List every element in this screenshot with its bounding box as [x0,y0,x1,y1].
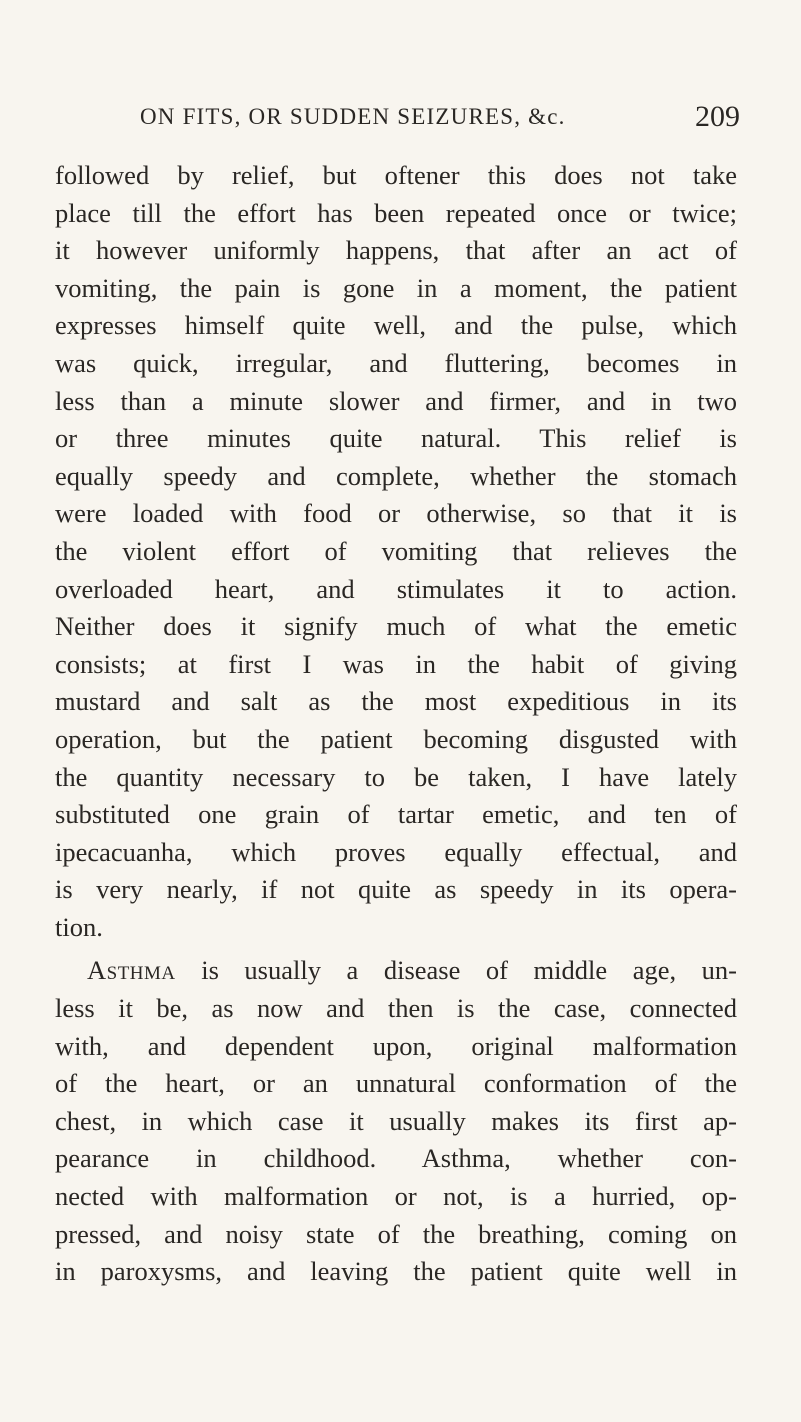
text-line: operation, but the patient becoming disgusted with [55,723,737,754]
text-line: followed by relief, but oftener this does not take [55,160,737,190]
text-line: pearance in childhood. Asthma, whether con- [55,1143,737,1174]
text-line: consists; at first I was in the habit of giving [55,648,737,679]
text-line: vomiting, the pain is gone in a moment, the patient [55,272,737,303]
text-line: place till the effort has been repeated once or twice; [55,197,737,228]
page-number: 209 [695,100,740,133]
text-line: mustard and salt as the most expeditious in its [55,686,737,717]
text-line: nected with malformation or not, is a hurried, op- [55,1181,737,1212]
text-line: with, and dependent upon, original malformation [55,1030,737,1061]
text-line [55,952,737,990]
text-line: the quantity necessary to be taken, I have lately [55,761,737,792]
text-line: tion. [55,911,103,942]
text-line: in paroxysms, and leaving the patient quite well in [55,1256,737,1287]
text-line: chest, in which case it usually makes its first ap- [55,1105,737,1136]
text-line: overloaded heart, and stimulates it to action. [55,573,737,604]
text-line: ipecacuanha, which proves equally effectual, and [55,836,737,867]
running-title: ON FITS, OR SUDDEN SEIZURES, &c. [140,104,566,129]
text-line: it however uniformly happens, that after an act of [55,235,737,266]
text-line: was quick, irregular, and fluttering, becomes in [55,347,737,378]
text-line: pressed, and noisy state of the breathing, coming on [55,1218,737,1249]
text-line: were loaded with food or otherwise, so that it is [55,498,737,529]
paragraph-asthma [55,952,737,1290]
text-line: Neither does it signify much of what the emetic [55,611,737,642]
text-line: expresses himself quite well, and the pulse, which [55,310,737,341]
text-line: or three minutes quite natural. This relief is [55,423,737,454]
running-header [140,100,740,140]
text-line: equally speedy and complete, whether the stomach [55,460,737,491]
text-line: is very nearly, if not quite as speedy in its opera- [55,874,737,905]
text-line: the violent effort of vomiting that relieves the [55,535,737,566]
text-line: of the heart, or an unnatural conformation of the [55,1068,737,1099]
text-line: substituted one grain of tartar emetic, and ten of [55,799,737,830]
text-line: less it be, as now and then is the case, connected [55,993,737,1024]
text-line: less than a minute slower and firmer, and in two [55,385,737,416]
lead-word: Asthma [87,955,176,986]
paragraph-vomiting-relief [55,157,737,946]
first-line-rest: is usually a disease of middle age, un- [175,955,737,986]
body-text [55,157,737,1291]
